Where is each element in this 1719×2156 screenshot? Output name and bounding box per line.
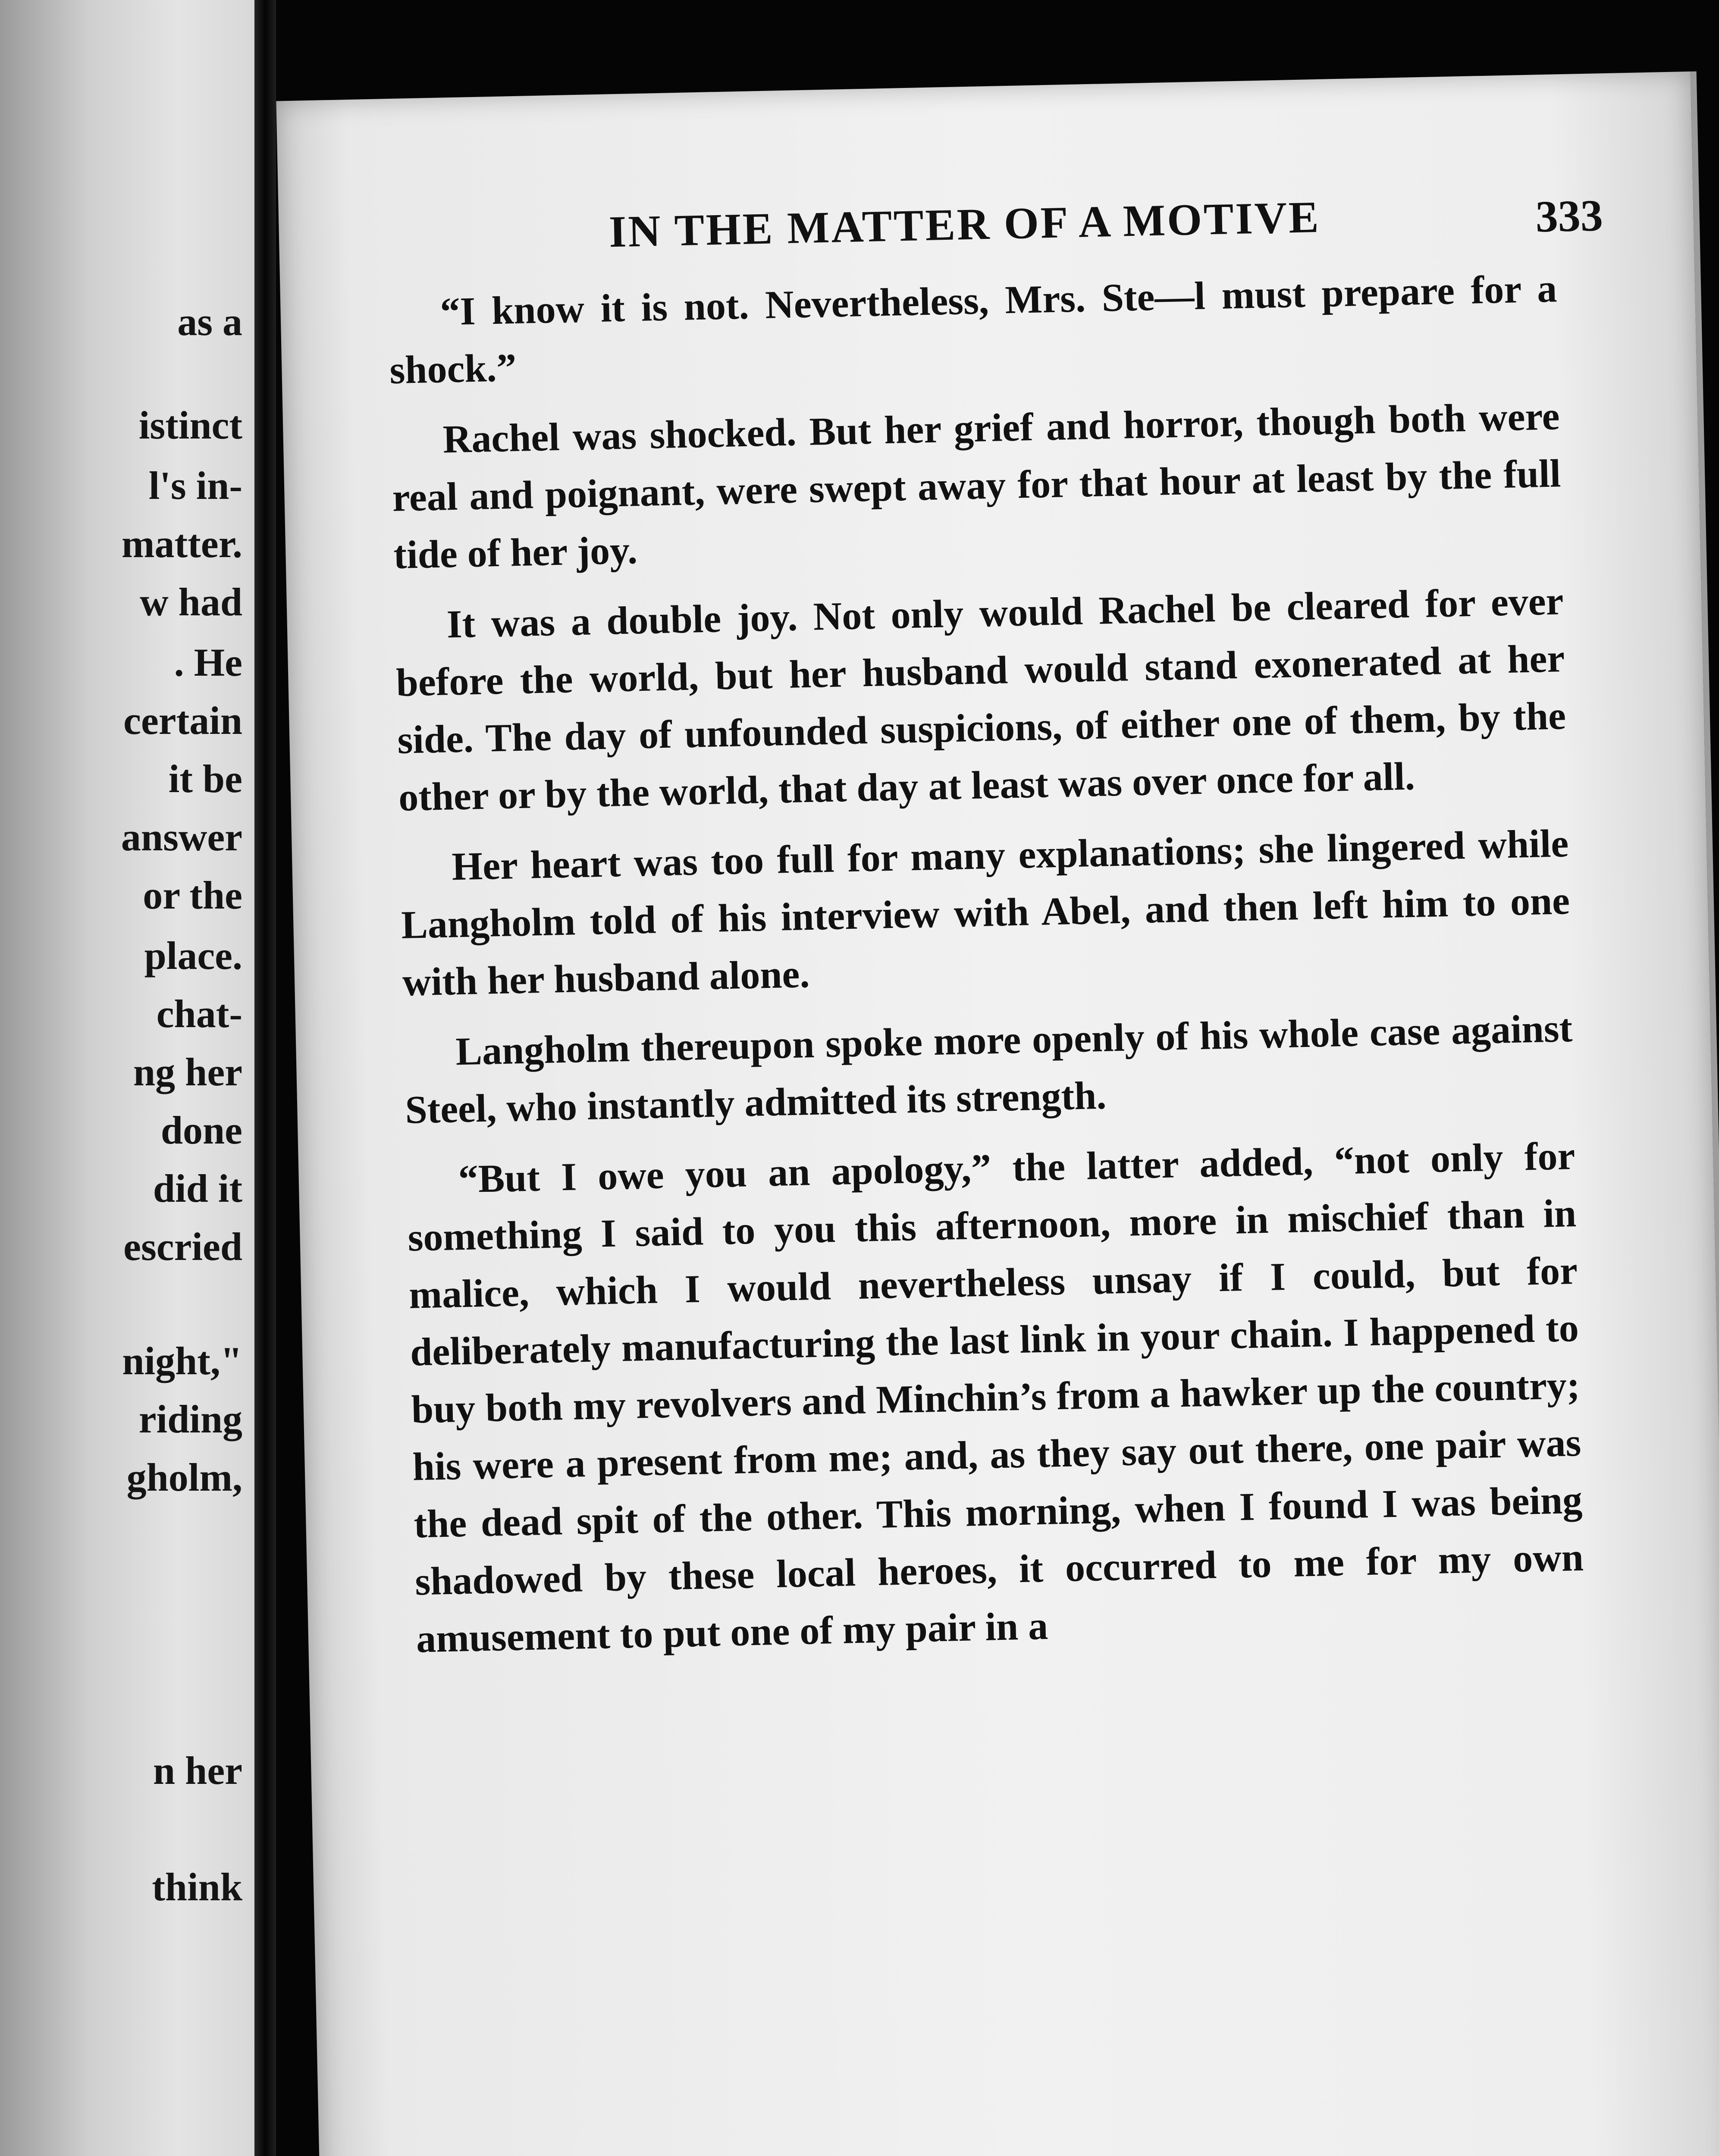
facing-page-fragment: matter.: [121, 522, 242, 566]
facing-page-fragment: riding: [138, 1397, 242, 1441]
facing-page: [0, 0, 254, 2156]
paragraph: Rachel was shocked. But her grief and horror, though both were real and poignant, were swept away for that hour at least by the full tide of her joy.: [392, 394, 1562, 577]
facing-page-fragment: escried: [123, 1225, 242, 1269]
facing-page-fragment: gholm,: [126, 1455, 242, 1499]
facing-page-fragment: chat-: [156, 992, 242, 1036]
body-text: [388, 260, 1585, 1680]
paragraph: Langholm thereupon spoke more openly of his whole case against Steel, who instantly admitted its strength.: [405, 1006, 1573, 1132]
facing-page-fragment: think: [152, 1865, 242, 1909]
facing-page-fragment: n her: [153, 1749, 242, 1792]
facing-page-fragment: as a: [177, 300, 242, 344]
facing-page-fragment: . He: [174, 640, 242, 684]
paragraph: “I know it is not. Nevertheless, Mrs. Ste—l must prepare for a shock.”: [389, 266, 1558, 392]
facing-page-fragment: certain: [123, 699, 242, 743]
facing-page-fragment: it be: [168, 757, 242, 801]
facing-page-fragment: w had: [140, 580, 242, 624]
facing-page-fragment: ng her: [133, 1050, 242, 1094]
running-head: IN THE MATTER OF A MOTIVE: [608, 192, 1321, 257]
facing-page-fragment: istinct: [138, 403, 242, 447]
facing-page-fragment: l's in-: [148, 464, 242, 508]
main-page: [276, 72, 1719, 2156]
facing-page-fragment: place.: [144, 934, 242, 978]
paragraph: Her heart was too full for many explanations; she lingered while Langholm told of his interview with Abel, and then left him to one with her husband alone.: [401, 821, 1570, 1004]
facing-page-fragment: night,": [122, 1339, 242, 1383]
facing-page-fragment: did it: [153, 1166, 242, 1210]
facing-page-fragment: answer: [121, 815, 242, 859]
facing-page-fragment: done: [160, 1108, 242, 1152]
paragraph: It was a double joy. Not only would Rachel be cleared for ever before the world, but her husband would stand exonerated at her side. The day of unfounded suspicions, of either one of them, by the other or by the world, that day at least was over once for all.: [395, 579, 1566, 819]
page-number: 333: [1535, 191, 1603, 242]
paragraph: “But I owe you an apology,” the latter added, “not only for something I said to you this afternoon, more in mischief than in malice, which I would nevertheless unsay if I could, but for deliberately manufacturing the last link in your chain. I happened to buy both my revolvers and Minchin’s from a hawker up the country; his were a present from me; and, as they say out there, one pair was the dead spit of the other. This morning, when I found I was being shadowed by these local heroes, it occurred to me for my own amusement to put one of my pair in a: [407, 1133, 1584, 1661]
book-gutter: [254, 0, 276, 2156]
facing-page-fragment: or the: [143, 873, 242, 917]
